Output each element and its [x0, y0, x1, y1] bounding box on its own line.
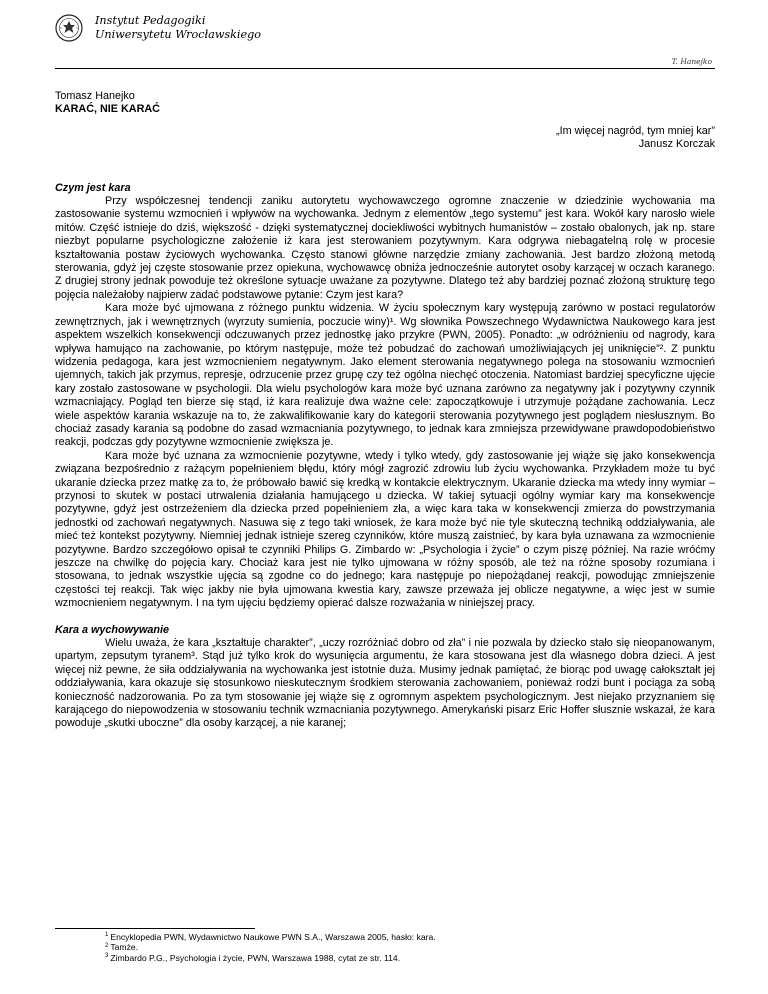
paragraph: Przy współczesnej tendencji zaniku autorytetu wychowawczego ogromne znaczenie w dziedzinie wychowania ma zastosowanie systemu wzmocnień i wpływów na wychowanka. Jednym z elementów „tego systemu” jest kara. Wokół kary narosło wiele mitów. Część istnieje do dziś, większość - dzięki systematycznej dociekliwości wybitnych humanistów – zostało obalonych, jak np. stare niezbyt popularne psychologiczne założenie iż kara jest sterowaniem pozytywnym. Kara odgrywa niebagatelną rolę w procesie kształtowania postaw życiowych wychowanka. Często stanowi główne narzędzie zmiany zachowania. Jest bardzo złożoną metodą sterowania, gdyż jej częste stosowanie przez opiekuna, wychowawcę obniża jednocześnie autorytet osoby karzącej w oczach karanego. Z drugiej strony jednak powoduje też określone sytuacje uważane za pozytywne. Dlatego też aby bardziej poznać złożoną strukturę tego pojęcia należałoby najpierw zadać podstawowe pytanie: Czym jest kara? — [55, 195, 715, 301]
epigraph-quote: „Im więcej nagród, tym mniej kar” — [556, 124, 715, 137]
paragraph: Kara może być ujmowana z różnego punktu widzenia. W życiu społecznym kary występują zarówno w postaci regulatorów zewnętrznych, jak i wewnętrznych (wyrzuty sumienia, poczucie winy)¹. Wg słownika Powszechnego Wydawnictwa Naukowego kara jest aspektem wszelkich konsekwencji odczuwanych przez jednostkę jako przykre (PWN, 2005). Ponadto: „w odróżnieniu od nagrody, kara wpływa hamująco na zachowanie, po którym następuje, może też pobudzać do zachowań umożliwiających jej uniknięcie”². Z punktu widzenia pedagoga, kara jest wzmocnieniem negatywnym. Jako element sterowania negatywnego polega na stosowaniu wzmocnień ujemnych, takich jak przymus, represje, odrzucenie przez grupę czy też ogólna niechęć otoczenia. Natomiast bardziej specyficzne ujęcie kary zostało zastosowane w psychologii. Dla wielu psychologów kara może być uznana zarówno za negatywny jak i pozytywny czynnik wzmacniający. Pogląd ten bierze się stąd, iż kara realizuje dwa ważne cele: zapoczątkowuje i utrzymuje pożądane zachowania. Lecz wiele aspektów karania wskazuje na to, że zakwalifikowanie kary do kategorii sterowania pozytywnego jest poglądem niesłusznym. Bo chociaż zasady karania są podobne do zasad wzmacniania pozytywnego, to jednak kara zmniejsza przewidywane prawdopodobieństwo reakcji, podczas gdy pozytywne wzmocnienie zwiększa je. — [55, 302, 715, 449]
page-header — [55, 11, 715, 75]
header-divider — [55, 68, 715, 69]
institute-line: Instytut Pedagogiki — [95, 14, 206, 27]
author-name: Tomasz Hanejko — [55, 90, 135, 102]
paragraph: Wielu uważa, że kara „kształtuje charakter”, „uczy rozróżniać dobro od zła” i nie pozwala by dziecko stało się nieopanowanym, upartym, zepsutym tyranem³. Stąd już tylko krok do wysunięcia argumentu, że kara stosowana jest dla własnego dobra dzieci. A jest więcej niż pewne, że siła oddziaływania na wychowanka jest istotnie duża. Musimy jednak pamiętać, że biorąc pod uwagę całokształt jej oddziaływania, kara okazuje się stosunkowo nieskutecznym środkiem sterowania zachowaniem, ponieważ rodzi bunt i pociąga za sobą konieczność nadzorowania. Po za tym stosowanie jej wiąże się z ogromnym aspektem psychologicznym. Jest niejako przyznaniem się karającego do niepowodzenia w stosowaniu technik wzmacniania pozytywnego. Amerykański pisarz Eric Hoffer słusznie wskazał, że kara powoduje „skutki uboczne” dla osoby karzącej, a nie karanej; — [55, 637, 715, 730]
document-body — [55, 90, 715, 731]
university-line: Uniwersytetu Wrocławskiego — [95, 27, 262, 41]
epigraph-author: Janusz Korczak — [638, 138, 715, 151]
university-seal-icon — [55, 14, 83, 42]
institution-name — [95, 14, 261, 41]
footnote: $^1$ Encyklopedia PWN, Wydawnictwo Naukowe PWN S.A., Warszawa 2005, hasło: kara. — [105, 932, 436, 942]
section-heading: Kara a wychowywanie — [55, 623, 170, 636]
footnote: $^2$ Tamże. — [105, 942, 139, 953]
paragraph: Kara może być uznana za wzmocnienie pozytywne, wtedy i tylko wtedy, gdy zastosowanie jej wiąże się jako konsekwencja związana bezpośrednio z rażącym popełnieniem błędu, który mógł zagrozić zdrowiu lub życiu wychowanka. Przykładem może tu być ukaranie dziecka przez matkę za to, że próbowało bawić się kredką w kontakcie elektrycznym. Ukaranie dziecka ma wtedy inny wymiar – przynosi to skutek w postaci utrwalenia działania hamującego u dziecka. W takiej sytuacji ogólny wymiar kary ma konsekwencje pozytywne, gdyż jest ostrzeżeniem dla dziecka przed popełnieniem zła, a więc kara taka w konsekwencji zmierza do powstrzymania jednostki od zachowań negatywnych. Nasuwa się z tego taki wniosek, że kara może być nie tyle skuteczną techniką oddziaływania, ale mieć też kontekst pozytywny. Niemniej jednak istnieje szereg czynników, które muszą zaistnieć, by kara była uznawana za wzmocnienie pozytywne. Bardzo szczegółowo opisał te czynniki Philips G. Zimbardo w: „Psychologia i życie” o czym piszę później. Na razie wróćmy jeszcze na chwilkę do pojęcia kary. Chociaż kara jest nie tylko ujmowana w różny sposób, ale też na różne sposoby rozumiana i stosowana, to jednak wszystkie ujęcia są zgodne co do jednego; kara następuje po niepożądanej reakcji, powodując zmniejszenie częstości tej reakcji. Tak więc jakby nie była ujmowana kwestia kary, zawsze przeważa jej oblicze negatywne, a więc jest w sumie wzmocnieniem negatywnym. I na tym ujęciu będziemy opierać dalsze rozważania w niniejszej pracy. — [55, 449, 715, 610]
section-heading: Czym jest kara — [55, 181, 131, 194]
header-initials: T. Hanejko — [671, 57, 712, 66]
footnotes — [55, 932, 436, 963]
footnote-divider — [55, 928, 255, 929]
epigraph — [55, 125, 715, 152]
document-title: KARAĆ, NIE KARAĆ — [55, 103, 160, 116]
footnote: $^3$ Zimbardo P.G., Psychologia i życie, PWN, Warszawa 1988, cytat ze str. 114. — [105, 952, 401, 963]
